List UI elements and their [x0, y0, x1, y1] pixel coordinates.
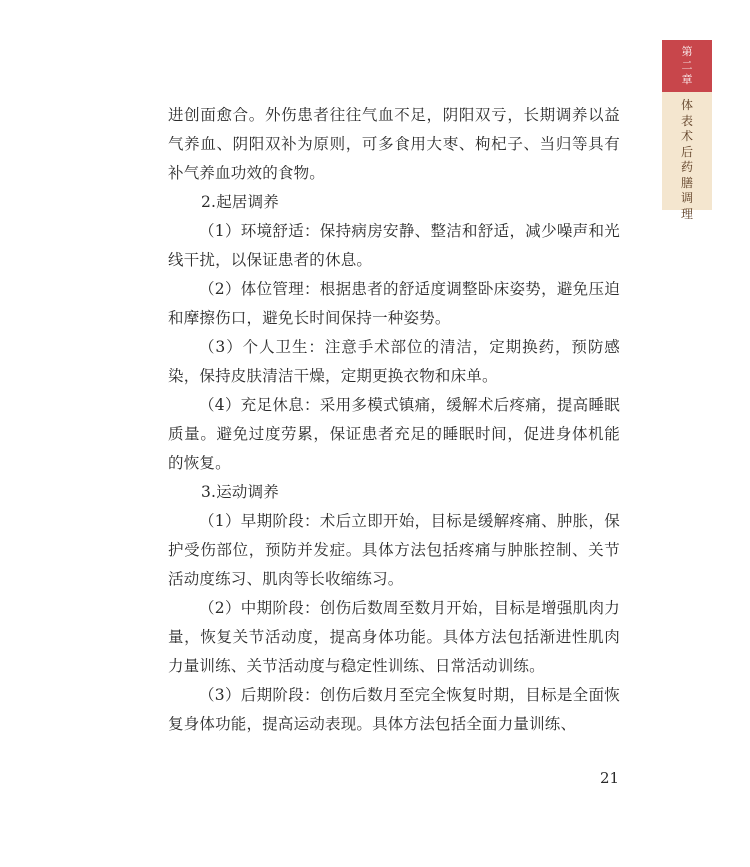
chapter-char: 章	[681, 73, 693, 86]
chapter-side-tab	[662, 40, 712, 221]
section-heading-exercise: 3.运动调养	[201, 483, 279, 501]
section-char: 表	[680, 113, 693, 128]
section-char: 药	[680, 160, 693, 174]
paragraph-environment: （1）环境舒适：保持病房安静、整洁和舒适，减少噪声和光线干扰，以保证患者的休息。	[168, 222, 620, 269]
section-char: 后	[680, 144, 693, 159]
body-text	[168, 101, 620, 739]
section-char: 术	[680, 129, 693, 143]
paragraph-hygiene: （3）个人卫生：注意手术部位的清洁，定期换药，预防感染，保持皮肤清洁干燥，定期更换衣物和床单。	[168, 338, 620, 385]
section-char: 理	[680, 206, 693, 221]
section-label	[662, 92, 712, 221]
section-char: 调	[680, 191, 693, 205]
paragraph-position: （2）体位管理：根据患者的舒适度调整卧床姿势，避免压迫和摩擦伤口，避免长时间保持一种姿势。	[168, 280, 620, 327]
section-heading-living-care: 2.起居调养	[201, 193, 279, 211]
chapter-char: 第	[681, 45, 693, 58]
chapter-char: 二	[681, 59, 693, 72]
paragraph-early-stage: （1）早期阶段：术后立即开始，目标是缓解疼痛、肿胀，保护受伤部位，预防并发症。具体方法包括疼痛与肿胀控制、关节活动度练习、肌肉等长收缩练习。	[168, 512, 620, 588]
paragraph-middle-stage: （2）中期阶段：创伤后数周至数月开始，目标是增强肌肉力量，恢复关节活动度，提高身体功能。具体方法包括渐进性肌肉力量训练、关节活动度与稳定性训练、日常活动训练。	[168, 599, 620, 675]
paragraph-continuation: 进创面愈合。外伤患者往往气血不足，阴阳双亏，长期调养以益气养血、阴阳双补为原则，可多食用大枣、枸杞子、当归等具有补气养血功效的食物。	[168, 106, 620, 182]
section-char: 膳	[680, 175, 693, 190]
chapter-label	[662, 40, 712, 92]
page-number: 21	[600, 769, 620, 787]
section-char: 体	[680, 98, 693, 112]
paragraph-late-stage: （3）后期阶段：创伤后数月至完全恢复时期，目标是全面恢复身体功能，提高运动表现。具体方法包括全面力量训练、	[168, 686, 620, 733]
paragraph-rest: （4）充足休息：采用多模式镇痛，缓解术后疼痛，提高睡眠质量。避免过度劳累，保证患者充足的睡眠时间，促进身体机能的恢复。	[168, 396, 620, 472]
